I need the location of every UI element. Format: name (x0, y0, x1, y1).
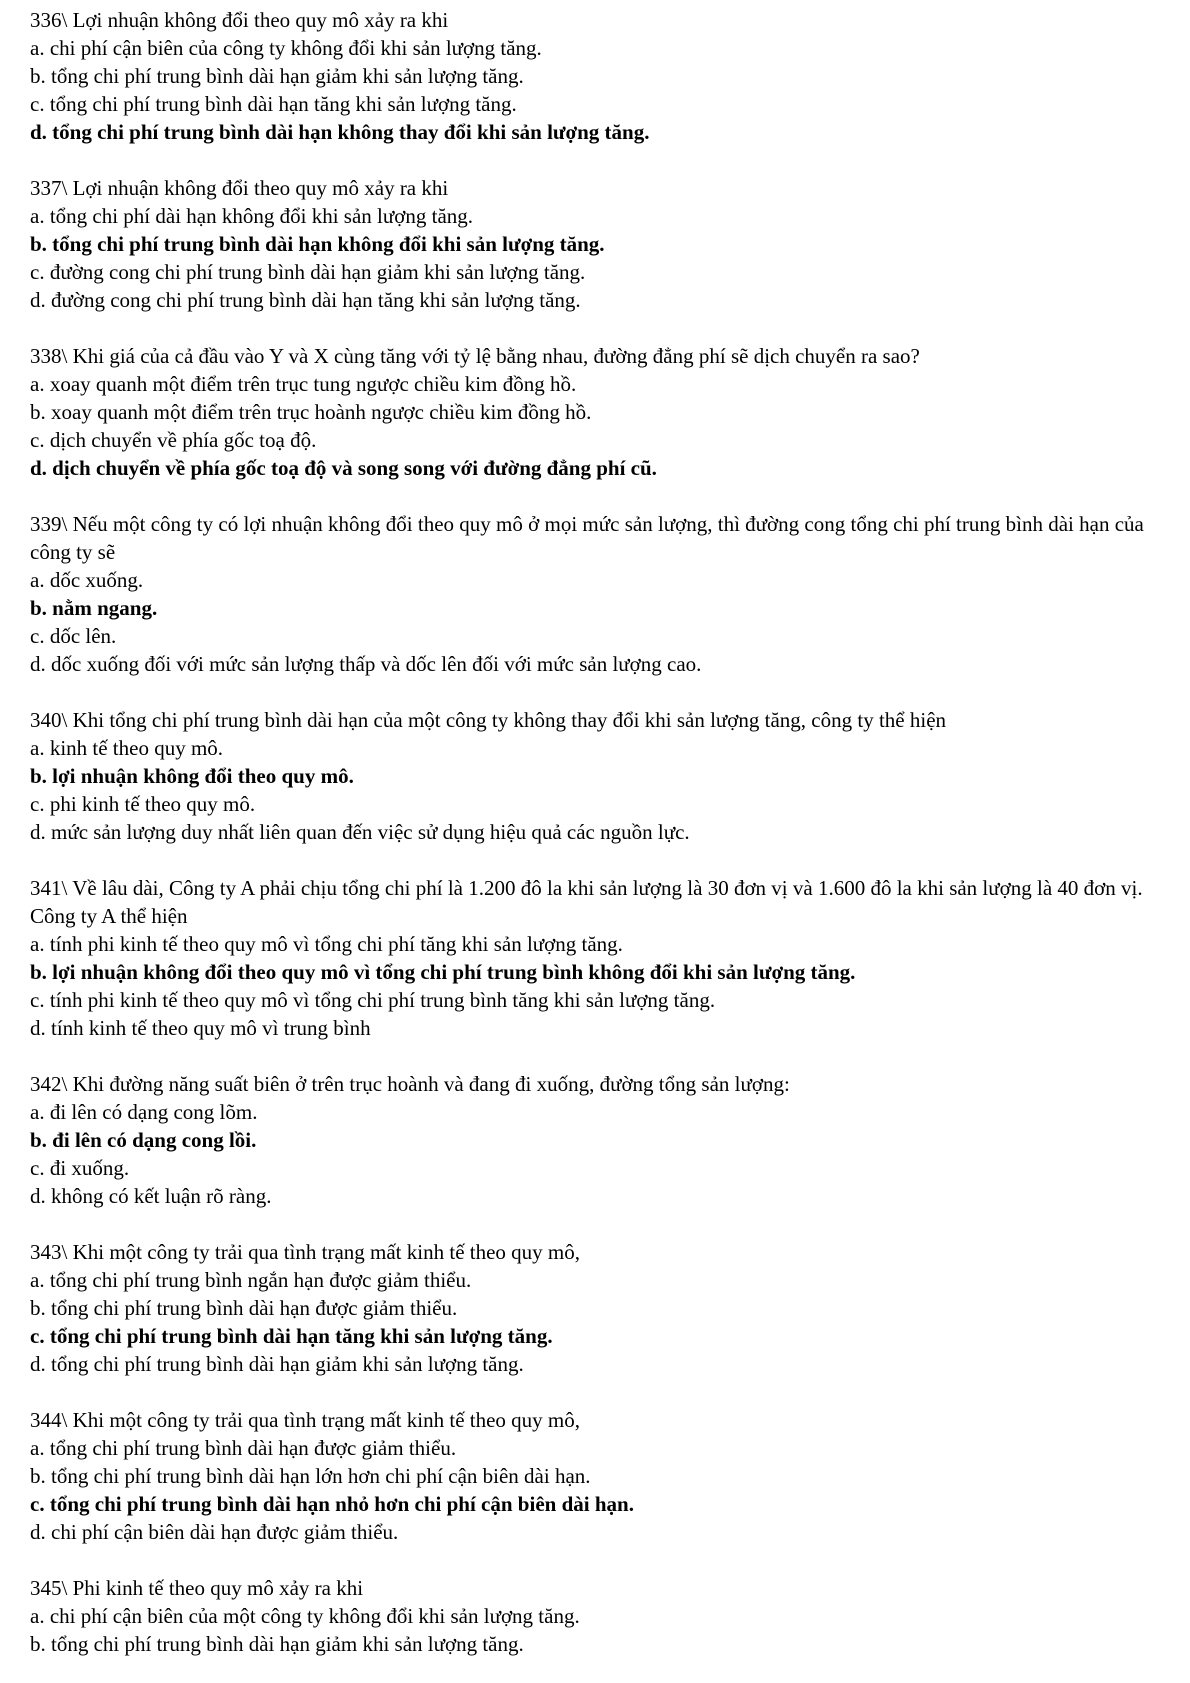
answer-option: b. tổng chi phí trung bình dài hạn giảm khi sản lượng tăng. (30, 1632, 524, 1656)
answer-option: d. không có kết luận rõ ràng. (30, 1184, 272, 1208)
answer-option-correct: b. tổng chi phí trung bình dài hạn không đổi khi sản lượng tăng. (30, 232, 605, 256)
answer-option: d. đường cong chi phí trung bình dài hạn tăng khi sản lượng tăng. (30, 288, 581, 312)
answer-option: d. mức sản lượng duy nhất liên quan đến việc sử dụng hiệu quả các nguồn lực. (30, 820, 690, 844)
answer-option-correct: d. tổng chi phí trung bình dài hạn không thay đổi khi sản lượng tăng. (30, 120, 650, 144)
question-block (30, 510, 1165, 678)
question-block (30, 1574, 1165, 1658)
answer-option-correct: b. nằm ngang. (30, 596, 158, 620)
answer-option: c. đường cong chi phí trung bình dài hạn giảm khi sản lượng tăng. (30, 260, 586, 284)
answer-option: c. dốc lên. (30, 624, 117, 648)
question-heading: 342\ Khi đường năng suất biên ở trên trục hoành và đang đi xuống, đường tổng sản lượng: (30, 1072, 790, 1096)
answer-option: c. tổng chi phí trung bình dài hạn tăng khi sản lượng tăng. (30, 92, 517, 116)
question-block (30, 874, 1165, 1042)
question-block (30, 342, 1165, 482)
answer-option: d. dốc xuống đối với mức sản lượng thấp và dốc lên đối với mức sản lượng cao. (30, 652, 702, 676)
question-heading: 337\ Lợi nhuận không đổi theo quy mô xảy ra khi (30, 176, 449, 200)
answer-option: c. tính phi kinh tế theo quy mô vì tổng chi phí trung bình tăng khi sản lượng tăng. (30, 988, 716, 1012)
question-heading: 343\ Khi một công ty trải qua tình trạng mất kinh tế theo quy mô, (30, 1240, 580, 1264)
answer-option: d. tính kinh tế theo quy mô vì trung bình (30, 1016, 371, 1040)
question-block (30, 6, 1165, 146)
answer-option-correct: b. lợi nhuận không đổi theo quy mô vì tổng chi phí trung bình không đổi khi sản lượng tăng. (30, 960, 856, 984)
answer-option: b. tổng chi phí trung bình dài hạn lớn hơn chi phí cận biên dài hạn. (30, 1464, 591, 1488)
answer-option: a. kinh tế theo quy mô. (30, 736, 224, 760)
question-heading: 344\ Khi một công ty trải qua tình trạng mất kinh tế theo quy mô, (30, 1408, 580, 1432)
answer-option: c. dịch chuyển về phía gốc toạ độ. (30, 428, 317, 452)
question-heading: 345\ Phi kinh tế theo quy mô xảy ra khi (30, 1576, 364, 1600)
answer-option: a. dốc xuống. (30, 568, 144, 592)
question-block (30, 1070, 1165, 1210)
answer-option: b. xoay quanh một điểm trên trục hoành ngược chiều kim đồng hồ. (30, 400, 592, 424)
answer-option: c. phi kinh tế theo quy mô. (30, 792, 256, 816)
question-block (30, 706, 1165, 846)
answer-option: a. tính phi kinh tế theo quy mô vì tổng chi phí tăng khi sản lượng tăng. (30, 932, 623, 956)
answer-option: b. tổng chi phí trung bình dài hạn giảm khi sản lượng tăng. (30, 64, 524, 88)
answer-option: a. tổng chi phí dài hạn không đổi khi sản lượng tăng. (30, 204, 474, 228)
answer-option: a. xoay quanh một điểm trên trục tung ngược chiều kim đồng hồ. (30, 372, 577, 396)
answer-option-correct: c. tổng chi phí trung bình dài hạn nhỏ hơn chi phí cận biên dài hạn. (30, 1492, 634, 1516)
question-heading: 340\ Khi tổng chi phí trung bình dài hạn của một công ty không thay đổi khi sản lượng tăng, công ty thể hiện (30, 708, 947, 732)
answer-option: d. chi phí cận biên dài hạn được giảm thiểu. (30, 1520, 399, 1544)
answer-option-correct: c. tổng chi phí trung bình dài hạn tăng khi sản lượng tăng. (30, 1324, 553, 1348)
question-block (30, 1238, 1165, 1378)
question-list (30, 6, 1165, 1658)
question-block (30, 174, 1165, 314)
answer-option: a. chi phí cận biên của công ty không đổi khi sản lượng tăng. (30, 36, 542, 60)
answer-option-correct: b. đi lên có dạng cong lồi. (30, 1128, 257, 1152)
question-block (30, 1406, 1165, 1546)
answer-option-correct: b. lợi nhuận không đổi theo quy mô. (30, 764, 354, 788)
answer-option: a. đi lên có dạng cong lõm. (30, 1100, 258, 1124)
question-heading: 336\ Lợi nhuận không đổi theo quy mô xảy ra khi (30, 8, 449, 32)
answer-option-correct: d. dịch chuyển về phía gốc toạ độ và song song với đường đẳng phí cũ. (30, 456, 657, 480)
question-heading: 338\ Khi giá của cả đầu vào Y và X cùng tăng với tỷ lệ bằng nhau, đường đẳng phí sẽ dịch chuyển ra sao? (30, 344, 920, 368)
answer-option: a. tổng chi phí trung bình ngắn hạn được giảm thiểu. (30, 1268, 472, 1292)
answer-option: a. tổng chi phí trung bình dài hạn được giảm thiểu. (30, 1436, 457, 1460)
answer-option: a. chi phí cận biên của một công ty không đổi khi sản lượng tăng. (30, 1604, 580, 1628)
answer-option: c. đi xuống. (30, 1156, 130, 1180)
question-heading: 339\ Nếu một công ty có lợi nhuận không đổi theo quy mô ở mọi mức sản lượng, thì đường cong tổng chi phí trung bình dài hạn của công ty sẽ (30, 512, 1144, 564)
answer-option: d. tổng chi phí trung bình dài hạn giảm khi sản lượng tăng. (30, 1352, 524, 1376)
answer-option: b. tổng chi phí trung bình dài hạn được giảm thiểu. (30, 1296, 458, 1320)
question-heading: 341\ Về lâu dài, Công ty A phải chịu tổng chi phí là 1.200 đô la khi sản lượng là 30 đơn vị và 1.600 đô la khi sản lượng là 40 đơn vị. Công ty A thể hiện (30, 876, 1143, 928)
